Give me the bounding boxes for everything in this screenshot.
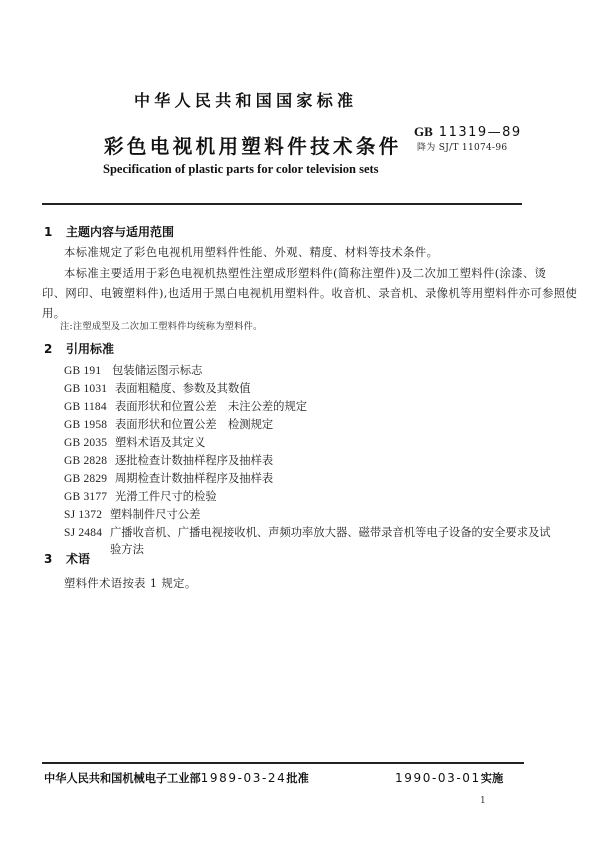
reference-title: 塑料术语及其定义 <box>115 436 206 449</box>
paragraph-continuation: 印、网印、电镀塑料件),也适用于黑白电视机用塑料件。收音机、录音机、录像机等用塑料件亦可参照使 <box>42 287 578 300</box>
section-number: 3 <box>44 552 53 566</box>
page-number: 1 <box>480 796 486 806</box>
replaced-by-note: 降为 SJ/T 11074-96 <box>417 143 508 153</box>
header-divider <box>42 203 522 205</box>
reference-title: 周期检查计数抽样程序及抽样表 <box>115 472 274 485</box>
reference-item <box>64 434 205 450</box>
reference-title: 光滑工件尺寸的检验 <box>115 490 217 503</box>
approval-label: 批准 <box>286 772 309 785</box>
national-standard-heading: 中华人民共和国国家标准 <box>134 91 358 110</box>
standard-prefix: GB <box>414 124 433 139</box>
effective-label: 实施 <box>480 772 504 785</box>
reference-item <box>64 398 307 414</box>
reference-item <box>64 362 202 378</box>
reference-item <box>64 506 200 522</box>
reference-code: GB 191 <box>64 365 102 377</box>
section-title: 引用标准 <box>66 342 115 356</box>
reference-code: SJ 2484 <box>64 527 103 539</box>
paragraph: 本标准规定了彩色电视机用塑料件性能、外观、精度、材料等技术条件。 <box>64 246 439 259</box>
reference-item <box>64 470 273 486</box>
reference-title: 逐批检查计数抽样程序及抽样表 <box>115 454 274 467</box>
reference-title: 表面形状和位置公差 未注公差的规定 <box>115 400 308 413</box>
reference-title: 表面粗糙度、参数及其数值 <box>115 382 251 395</box>
reference-title: 广播收音机、广播电视接收机、声频功率放大器、磁带录音机等电子设备的安全要求及试 <box>110 526 551 539</box>
approval-date: 1989-03-24 <box>200 771 287 785</box>
section-number: 2 <box>44 342 53 356</box>
reference-title: 塑料制件尺寸公差 <box>110 508 201 521</box>
reference-item <box>64 380 251 396</box>
section-1-heading <box>44 223 174 240</box>
reference-code: GB 1184 <box>64 401 107 413</box>
paragraph-continuation: 用。 <box>42 307 66 320</box>
approval-org: 中华人民共和国机械电子工业部 <box>44 772 201 785</box>
reference-title-continuation: 验方法 <box>110 543 144 556</box>
document-title-en: Specification of plastic parts for color television sets <box>103 162 379 176</box>
document-title-cn: 彩色电视机用塑料件技术条件 <box>104 135 402 158</box>
standard-code: 11319—89 <box>438 125 522 140</box>
section-title: 术语 <box>66 552 91 566</box>
approval-line <box>44 770 309 786</box>
reference-title: 包装储运图示标志 <box>112 364 203 377</box>
reference-item <box>64 524 551 540</box>
reference-item <box>64 416 273 432</box>
reference-code: GB 2829 <box>64 473 108 485</box>
reference-item <box>64 452 273 468</box>
paragraph: 本标准主要适用于彩色电视机热塑性注塑成形塑料件(简称注塑件)及二次加工塑料件(涂漆、烫 <box>64 267 547 280</box>
reference-code: GB 1958 <box>64 419 108 431</box>
reference-code: GB 3177 <box>64 491 108 503</box>
section-3-heading <box>44 550 90 567</box>
note: 注:注塑成型及二次加工塑料件均统称为塑料件。 <box>60 321 263 332</box>
reference-code: GB 2035 <box>64 437 108 449</box>
reference-code: SJ 1372 <box>64 509 103 521</box>
standard-number <box>414 124 522 140</box>
section-2-heading <box>44 340 114 357</box>
effective-date: 1990-03-01 <box>395 771 481 785</box>
reference-title: 表面形状和位置公差 检测规定 <box>115 418 274 431</box>
section-number: 1 <box>44 225 53 239</box>
footer-divider <box>42 762 524 764</box>
section-title: 主题内容与适用范围 <box>66 225 175 239</box>
reference-code: GB 1031 <box>64 383 108 395</box>
reference-code: GB 2828 <box>64 455 108 467</box>
paragraph: 塑料件术语按表 1 规定。 <box>64 577 197 590</box>
effective-line <box>395 770 503 786</box>
reference-item <box>64 488 217 504</box>
